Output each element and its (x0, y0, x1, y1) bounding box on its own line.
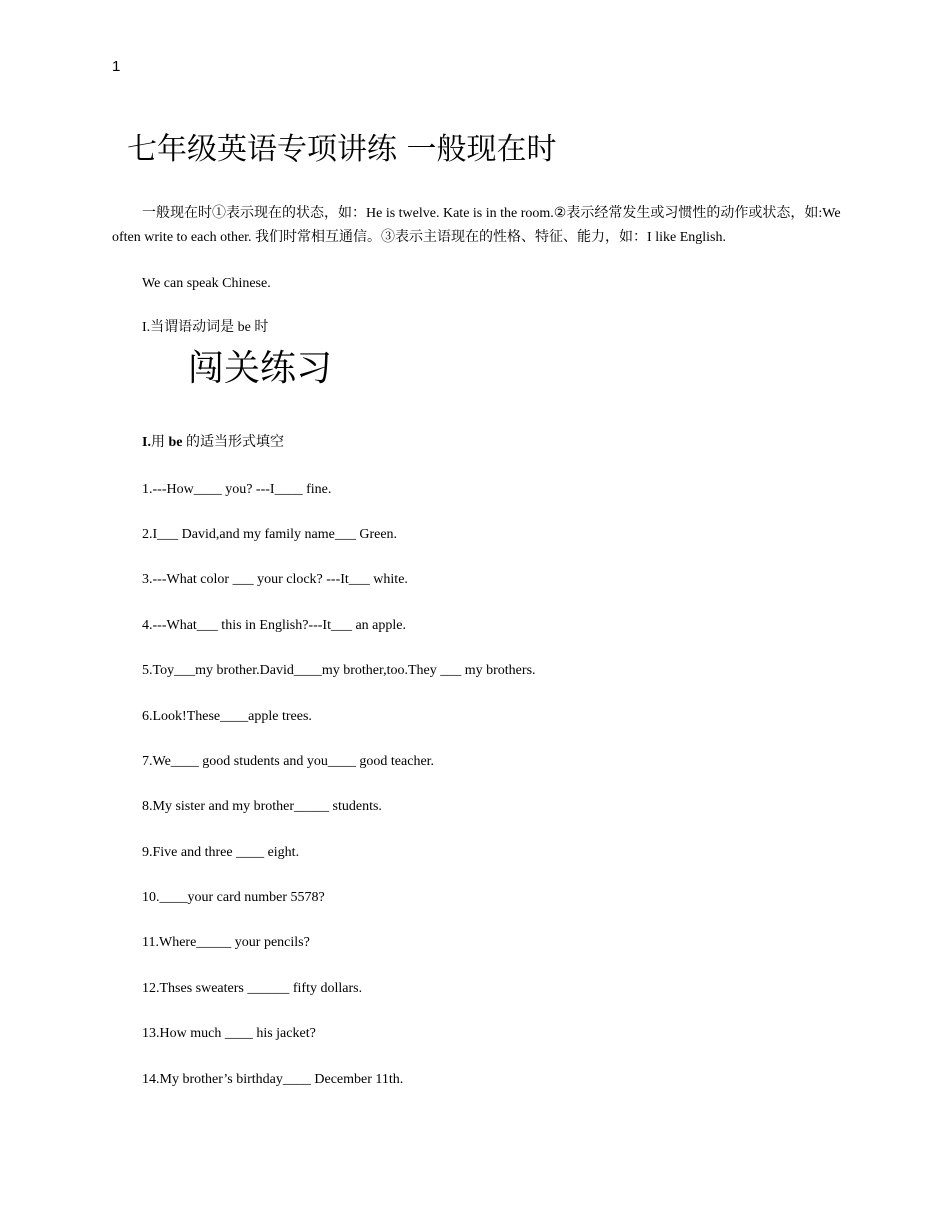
page-number: 1 (112, 58, 121, 75)
exercise-item: 14.My brother’s birthday____ December 11th. (142, 1072, 404, 1087)
exercise-item: 13.How much ____ his jacket? (142, 1026, 316, 1041)
practice-heading: 闯关练习 (188, 348, 333, 389)
exercise-instruction (142, 433, 284, 453)
intro-paragraph-continued: We can speak Chinese. (142, 276, 271, 291)
exercise-item: 3.---What color ___ your clock? ---It___ white. (142, 572, 408, 587)
exercise-item: 1.---How____ you? ---I____ fine. (142, 482, 332, 497)
exercise-item: 10.____your card number 5578? (142, 890, 325, 905)
exercise-item: 9.Five and three ____ eight. (142, 845, 300, 860)
exercise-item: 5.Toy___my brother.David____my brother,too.They ___ my brothers. (142, 663, 536, 678)
subsection-heading: I.当谓语动词是 be 时 (142, 320, 269, 335)
intro-paragraph: 一般现在时①表示现在的状态，如：He is twelve. Kate is in the room.②表示经常发生或习惯性的动作或状态，如:We often write to each other. 我们时常相互通信。③表示主语现在的性格、特征、能力，如：I like English. (112, 206, 841, 245)
document-title: 七年级英语专项讲练 一般现在时 (127, 132, 557, 167)
exercise-item: 6.Look!These____apple trees. (142, 709, 312, 724)
exercise-item: 7.We____ good students and you____ good teacher. (142, 754, 435, 769)
exercise-number: I. (142, 435, 151, 450)
exercise-item: 2.I___ David,and my family name___ Green. (142, 527, 398, 542)
exercise-keyword: be (168, 435, 183, 450)
exercise-text-rest: 的适当形式填空 (182, 435, 284, 450)
exercise-text: 用 (150, 435, 169, 450)
exercise-item: 12.Thses sweaters ______ fifty dollars. (142, 981, 363, 996)
exercise-item: 11.Where_____ your pencils? (142, 935, 310, 950)
exercise-item: 8.My sister and my brother_____ students. (142, 799, 382, 814)
exercise-item: 4.---What___ this in English?---It___ an apple. (142, 618, 406, 633)
